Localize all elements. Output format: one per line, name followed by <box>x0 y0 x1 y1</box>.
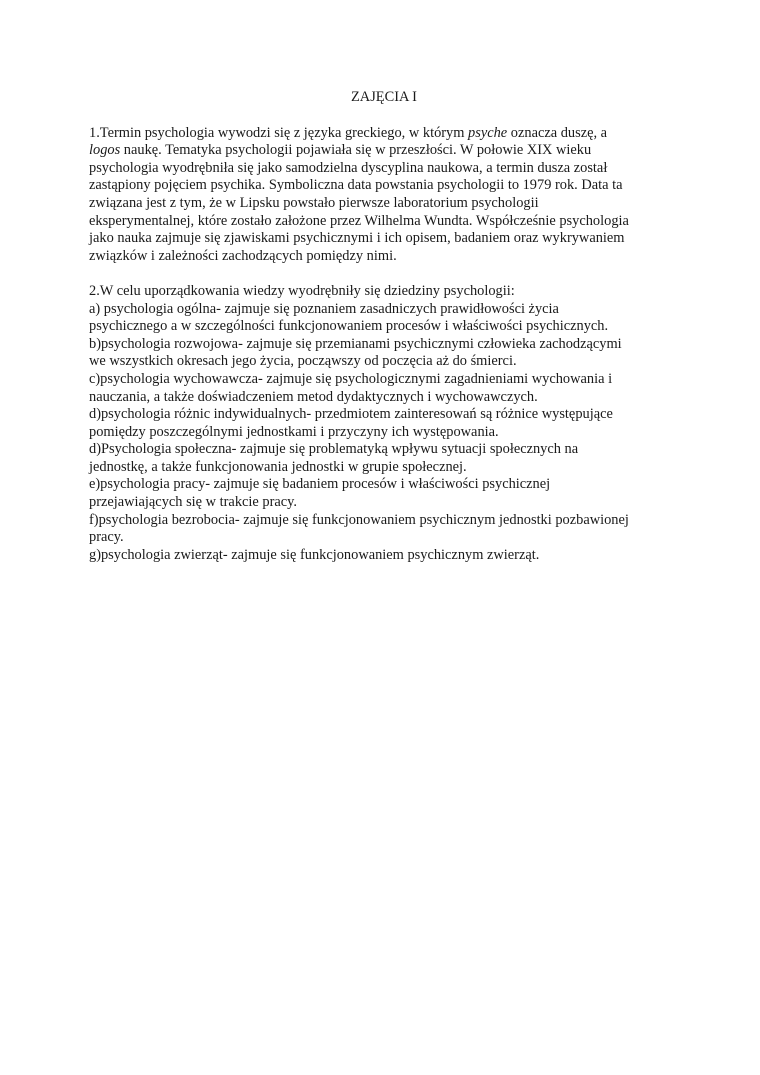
text-segment: związana jest z tym, że w Lipsku powstało pierwsze laboratorium psychologii <box>89 194 539 211</box>
text-segment: oznacza duszę, a <box>507 124 608 141</box>
text-segment: związków i zależności zachodzących pomiędzy nimi. <box>89 247 397 264</box>
text-line: d)Psychologia społeczna- zajmuje się problematyką wpływu sytuacji społecznych na <box>89 441 579 458</box>
document-title: ZAJĘCIA I <box>351 89 417 105</box>
text-line: d)psychologia różnic indywidualnych- przedmiotem zainteresowań są różnice występujące <box>89 406 613 423</box>
text-line <box>89 160 679 178</box>
text-line: we wszystkich okresach jego życia, począwszy od poczęcia aż do śmierci. <box>89 353 517 370</box>
italic-term: psyche <box>468 124 508 141</box>
text-line: f)psychologia bezrobocia- zajmuje się funkcjonowaniem psychicznym jednostki pozbawionej <box>89 511 629 528</box>
text-line <box>89 195 679 213</box>
italic-term: logos <box>89 142 121 159</box>
text-line <box>89 125 679 143</box>
text-line <box>89 142 679 160</box>
text-segment: jako nauka zajmuje się zjawiskami psychicznymi i ich opisem, badaniem oraz wykrywaniem <box>89 230 625 247</box>
text-line: pomiędzy poszczególnymi jednostkami i przyczyny ich występowania. <box>89 423 499 440</box>
section-1-paragraph <box>89 125 679 266</box>
text-segment: eksperymentalnej, które zostało założone przez Wilhelma Wundta. Współcześnie psychologia <box>89 212 629 229</box>
text-line <box>89 177 679 195</box>
text-line <box>89 213 679 231</box>
text-line: g)psychologia zwierząt- zajmuje się funkcjonowaniem psychicznym zwierząt. <box>89 546 540 563</box>
text-segment: psychologia wyodrębniła się jako samodzielna dyscyplina naukowa, a termin dusza został <box>89 159 608 176</box>
text-line: pracy. <box>89 529 124 546</box>
text-line: nauczania, a także doświadczeniem metod dydaktycznych i wychowawczych. <box>89 388 538 405</box>
text-segment: 1.Termin psychologia wywodzi się z języka greckiego, w którym <box>89 124 469 141</box>
document-page <box>89 89 679 564</box>
text-segment: zastąpiony pojęciem psychika. Symboliczna data powstania psychologii to 1979 rok. Data ta <box>89 177 623 194</box>
text-line: b)psychologia rozwojowa- zajmuje się przemianami psychicznymi człowieka zachodzącymi <box>89 335 622 352</box>
text-line: jednostkę, a także funkcjonowania jednostki w grupie społecznej. <box>89 458 467 475</box>
section-2-paragraph <box>89 283 679 565</box>
text-segment: naukę. Tematyka psychologii pojawiała się w przeszłości. W połowie XIX wieku <box>120 142 592 159</box>
text-line: a) psychologia ogólna- zajmuje się poznaniem zasadniczych prawidłowości życia <box>89 300 559 317</box>
paragraph-spacer <box>89 265 679 283</box>
text-line <box>89 230 679 248</box>
text-line: psychicznego a w szczególności funkcjonowaniem procesów i właściwości psychicznych. <box>89 318 609 335</box>
text-line: przejawiających się w trakcie pracy. <box>89 494 298 511</box>
text-line: e)psychologia pracy- zajmuje się badaniem procesów i właściwości psychicznej <box>89 476 551 493</box>
text-line: c)psychologia wychowawcza- zajmuje się psychologicznymi zagadnieniami wychowania i <box>89 370 613 387</box>
text-line: 2.W celu uporządkowania wiedzy wyodrębniły się dziedziny psychologii: <box>89 282 515 299</box>
text-line <box>89 248 679 266</box>
